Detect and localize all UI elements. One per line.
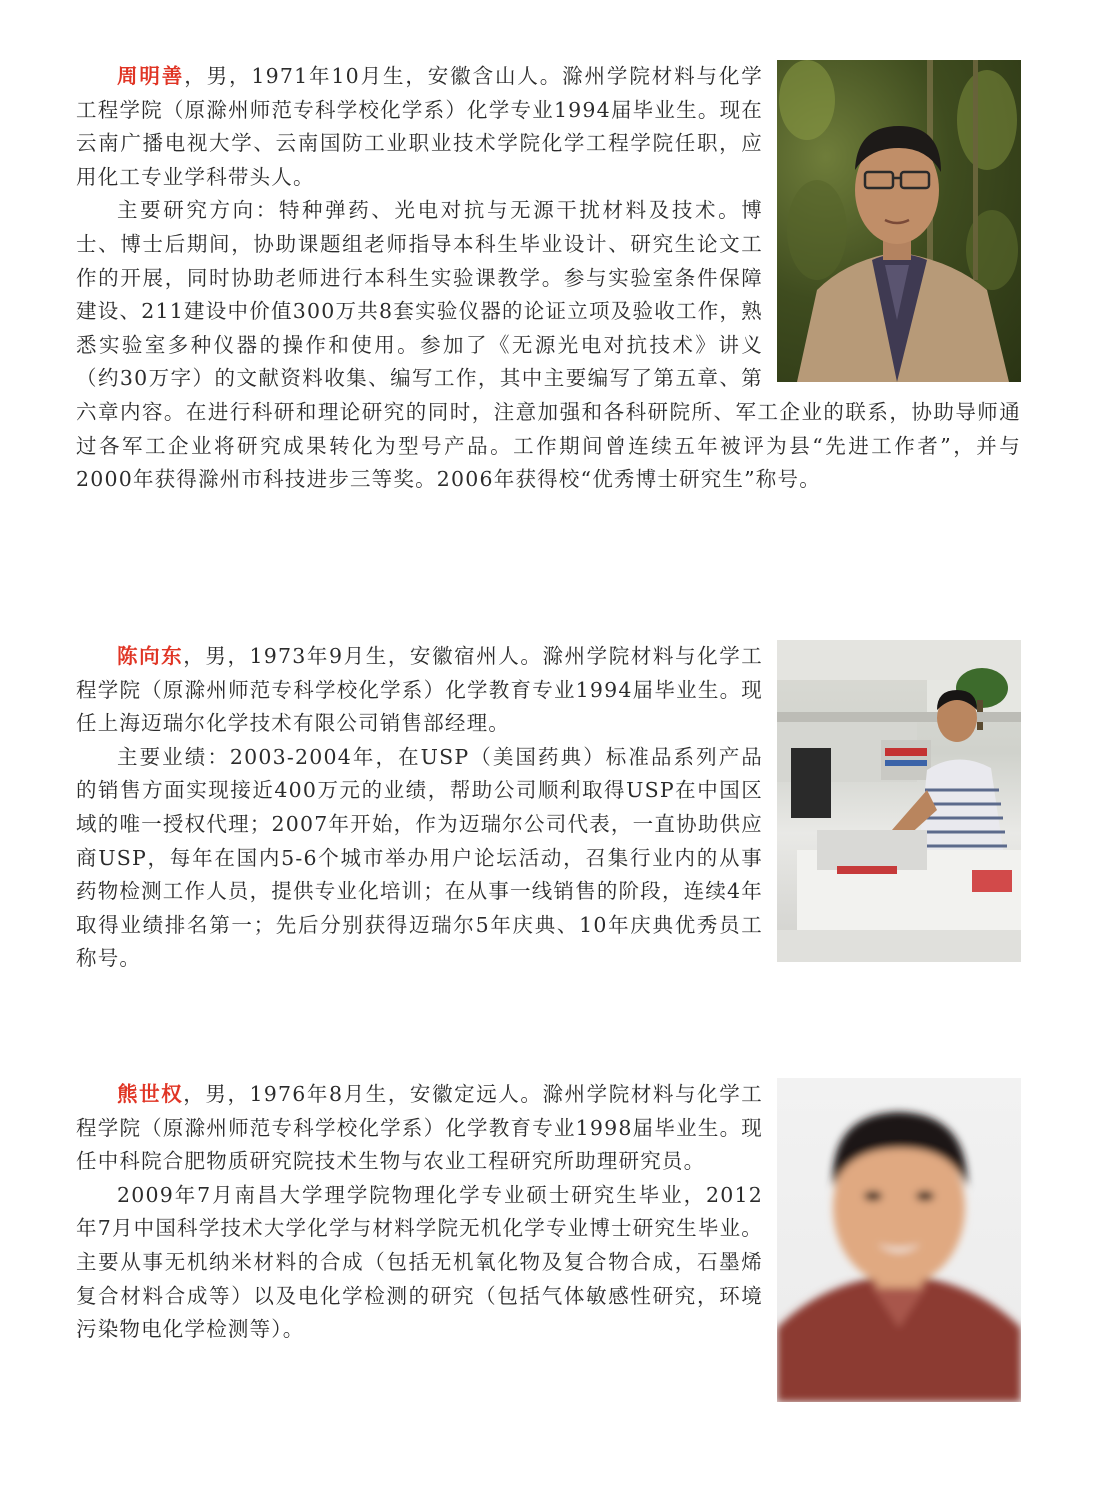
person-name: 熊世权 bbox=[117, 1082, 184, 1106]
profile-chen-xiangdong bbox=[76, 640, 1021, 976]
person-name: 周明善 bbox=[117, 64, 185, 88]
intro-text: ，男，1976年8月生，安徽定远人。滁州学院材料与化学工程学院（原滁州师范专科学校化学系）化学教育专业1998届毕业生。现任中科院合肥物质研究院技术生物与农业工程研究所助理研究员。 bbox=[76, 1082, 763, 1174]
detail-paragraph: 主要研究方向：特种弹药、光电对抗与无源干扰材料及技术。博士、博士后期间，协助课题组老师指导本科生毕业设计、研究生论文工作的开展，同时协助老师进行本科生实验课教学。参与实验室条件保障建设、211建设中价值300万共8套实验仪器的论证立项及验收工作，熟悉实验室多种仪器的操作和使用。参加了《无源光电对抗技术》讲义（约30万字）的文献资料收集、编写工作，其中主要编写了第五章、第六章内容。在进行科研和理论研究的同时，注意加强和各科研院所、军工企业的联系，协助导师通过各军工企业将研究成果转化为型号产品。工作期间曾连续五年被评为县“先进工作者”，并与2000年获得滁州市科技进步三等奖。2006年获得校“优秀博士研究生”称号。 bbox=[76, 198, 1021, 492]
detail-paragraph: 主要业绩：2003-2004年，在USP（美国药典）标准品系列产品的销售方面实现接近400万元的业绩，帮助公司顺利取得USP在中国区域的唯一授权代理；2007年开始，作为迈瑞尔公司代表，一直协助供应商USP，每年在国内5-6个城市举办用户论坛活动，召集行业内的从事药物检测工作人员，提供专业化培训；在从事一线销售的阶段，连续4年取得业绩排名第一；先后分别获得迈瑞尔5年庆典、10年庆典优秀员工称号。 bbox=[76, 744, 763, 971]
intro-text: ，男，1973年9月生，安徽宿州人。滁州学院材料与化学工程学院（原滁州师范专科学校化学系）化学教育专业1994届毕业生。现任上海迈瑞尔化学技术有限公司销售部经理。 bbox=[76, 644, 763, 736]
person-name: 陈向东 bbox=[117, 644, 184, 668]
intro-text: ，男，1971年10月生，安徽含山人。滁州学院材料与化学工程学院（原滁州师范专科学校化学系）化学专业1994届毕业生。现在云南广播电视大学、云南国防工业职业技术学院化学工程学院任职，应用化工专业学科带头人。 bbox=[76, 64, 763, 189]
profile-zhou-mingshan bbox=[76, 60, 1021, 497]
portrait-photo-zhou-mingshan bbox=[777, 60, 1021, 382]
portrait-photo-xiong-shiquan bbox=[777, 1078, 1021, 1402]
profile-xiong-shiquan bbox=[76, 1078, 1021, 1408]
office-photo-chen-xiangdong bbox=[777, 640, 1021, 962]
detail-paragraph: 2009年7月南昌大学理学院物理化学专业硕士研究生毕业，2012年7月中国科学技术大学化学与材料学院无机化学专业博士研究生毕业。主要从事无机纳米材料的合成（包括无机氧化物及复合物合成，石墨烯复合材料合成等）以及电化学检测的研究（包括气体敏感性研究，环境污染物电化学检测等）。 bbox=[76, 1182, 763, 1342]
